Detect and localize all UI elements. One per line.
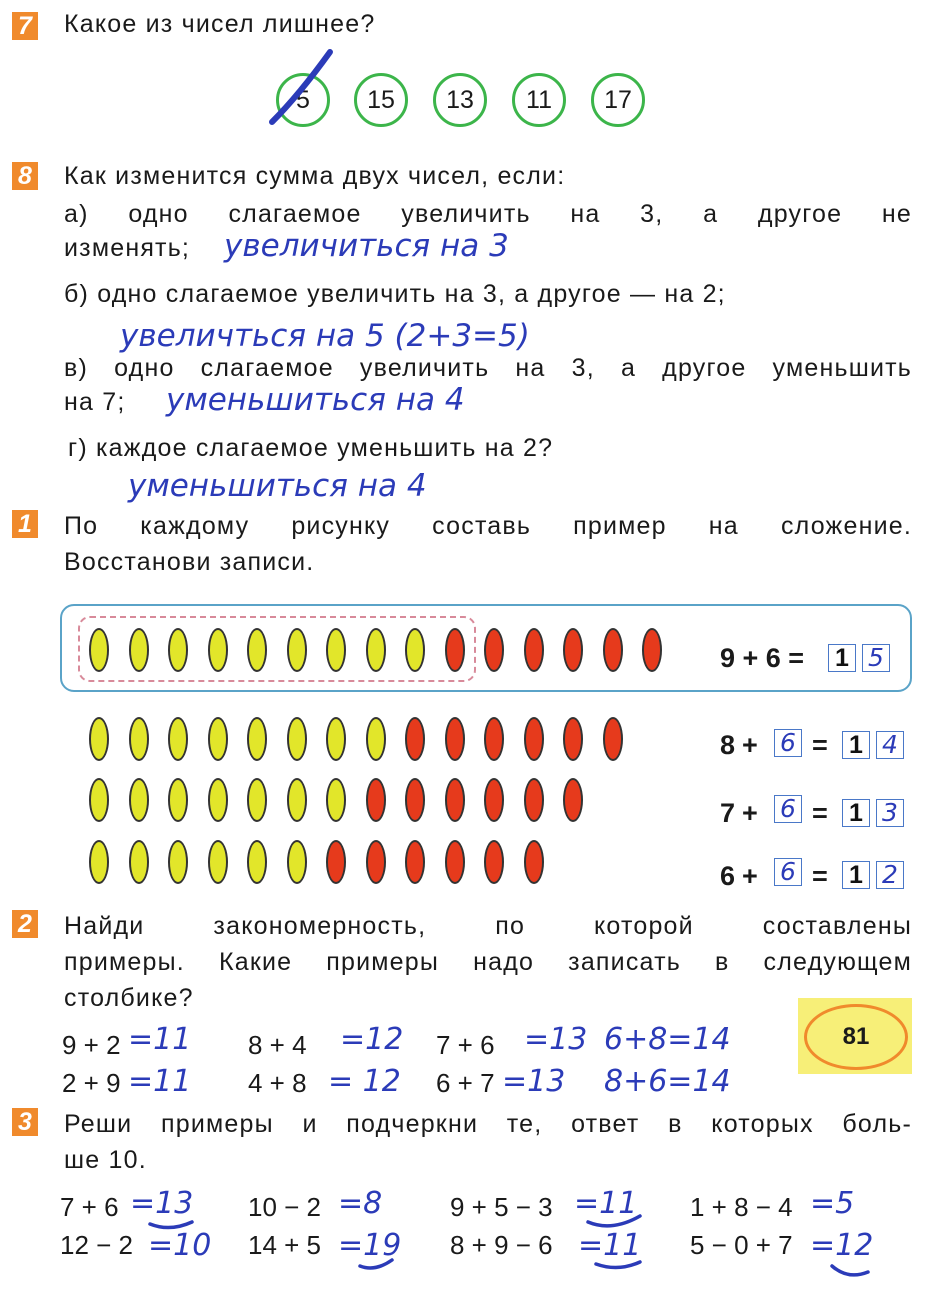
red-oval [445,628,465,672]
yellow-oval [287,778,307,822]
task-8-b-line: б) одно слагаемое увеличить на 3, а другое — на 2; [64,280,726,308]
ex-3-6-expr: 14 + 5 [248,1230,322,1260]
yellow-oval [129,778,149,822]
yellow-oval [129,717,149,761]
equation-2-equals: = [812,730,828,760]
yellow-oval [89,778,109,822]
yellow-oval [247,840,267,884]
task-8-g-line: г) каждое слагаемое уменьшить на 2? [68,434,554,462]
equation-2-a: 8 [720,730,736,760]
red-oval [445,717,465,761]
equation-2-b: 6 [774,729,802,757]
task-7-badge: 7 [12,12,38,40]
ex-2-4-expr: 4 + 8 [248,1068,307,1098]
red-oval [603,628,623,672]
ex-2-3-answer: =12 [340,1022,404,1057]
red-oval [603,717,623,761]
red-oval [524,778,544,822]
yellow-oval [247,778,267,822]
task-8-badge: 8 [12,162,38,190]
yellow-oval [366,717,386,761]
yellow-oval [89,840,109,884]
number-circle: 17 [591,73,645,127]
equation-3-equals: = [812,798,828,828]
task-1-line2: Восстанови записи. [64,548,315,576]
ex-2-7-answer: 6+8=14 [604,1022,731,1057]
red-oval [524,840,544,884]
red-oval [484,778,504,822]
equation-2-plus: + [742,730,758,760]
yellow-oval [287,628,307,672]
ex-2-2-answer: =11 [128,1064,192,1099]
equation-4-equals: = [812,861,828,891]
equation-3-tens: 1 [842,799,870,827]
red-oval [524,628,544,672]
ex-3-1-expr: 7 + 6 [60,1192,119,1222]
yellow-oval [208,778,228,822]
ex-3-8-answer: =12 [810,1228,874,1263]
yellow-oval [208,628,228,672]
equation-4-plus: + [742,861,758,891]
red-oval [366,778,386,822]
number-circle: 11 [512,73,566,127]
yellow-oval [287,840,307,884]
task-8-a-line2: изменять; [64,234,191,262]
ex-3-7-expr: 8 + 9 − 6 [450,1230,553,1260]
task-1-line1: По каждому рисунку составь пример на сложение. [64,512,912,540]
number-circle: 15 [354,73,408,127]
equation-2-tens: 1 [842,731,870,759]
task-8-v-line2: на 7; [64,388,126,416]
equation-4-a: 6 [720,861,736,891]
red-oval [642,628,662,672]
red-oval [405,840,425,884]
yellow-oval [168,717,188,761]
ex-3-3-answer: =11 [574,1186,638,1221]
task-2-line3: столбике? [64,984,194,1012]
task-8-v-line1: в) одно слагаемое увеличить на 3, а другое уменьшить [64,354,912,382]
equation-4-tens: 1 [842,861,870,889]
ex-3-8-expr: 5 − 0 + 7 [690,1230,793,1260]
ex-2-1-answer: =11 [128,1022,192,1057]
red-oval [405,717,425,761]
strike-mark [262,42,342,132]
task-3-line1: Реши примеры и подчеркни те, ответ в которых боль- [64,1110,912,1138]
yellow-oval [168,778,188,822]
task-7-question: Какое из чисел лишнее? [64,10,376,38]
ex-2-8-answer: 8+6=14 [604,1064,731,1099]
yellow-oval [247,628,267,672]
number-circle: 13 [433,73,487,127]
ex-3-1-answer: =13 [130,1186,194,1221]
red-oval [484,628,504,672]
equation-1-units: 5 [862,644,890,672]
yellow-oval [89,628,109,672]
yellow-oval [129,628,149,672]
page-number: 81 [804,1004,908,1070]
answer-b: увеличться на 5 (2+3=5) [120,318,530,354]
ex-3-4-expr: 1 + 8 − 4 [690,1192,793,1222]
equation-3-b: 6 [774,795,802,823]
yellow-oval [326,628,346,672]
yellow-oval [287,717,307,761]
ex-2-5-expr: 7 + 6 [436,1030,495,1060]
task-3-line2: ше 10. [64,1146,147,1174]
ex-2-6-answer: =13 [502,1064,566,1099]
yellow-oval [129,840,149,884]
red-oval [366,840,386,884]
red-oval [563,628,583,672]
ex-3-6-answer: =19 [338,1228,402,1263]
ex-2-6-expr: 6 + 7 [436,1068,495,1098]
yellow-oval [326,717,346,761]
number-circle: 5 [276,73,330,127]
red-oval [563,717,583,761]
red-oval [563,778,583,822]
task-8-a-line1: а) одно слагаемое увеличить на 3, а другое не [64,200,912,228]
equation-3-units: 3 [876,799,904,827]
ex-3-7-answer: =11 [578,1228,642,1263]
yellow-oval [405,628,425,672]
red-oval [445,778,465,822]
yellow-oval [168,840,188,884]
yellow-oval [208,717,228,761]
ex-3-4-answer: =5 [810,1186,855,1221]
ex-3-2-expr: 10 − 2 [248,1192,322,1222]
task-3-badge: 3 [12,1108,38,1136]
task-1-badge: 1 [12,510,38,538]
ex-2-3-expr: 8 + 4 [248,1030,307,1060]
task-2-badge: 2 [12,910,38,938]
equation-1-expr: 9 + 6 = [720,643,805,673]
answer-v: уменьшиться на 4 [166,382,465,418]
yellow-oval [89,717,109,761]
task-2-line1: Найди закономерность, по которой составлены [64,912,912,940]
red-oval [484,717,504,761]
equation-4-units: 2 [876,861,904,889]
yellow-oval [247,717,267,761]
equation-1-tens: 1 [828,644,856,672]
yellow-oval [326,778,346,822]
ex-3-5-expr: 12 − 2 [60,1230,134,1260]
ex-2-2-expr: 2 + 9 [62,1068,121,1098]
ex-3-5-answer: =10 [148,1228,212,1263]
answer-a: увеличиться на 3 [224,228,509,264]
ex-3-2-answer: =8 [338,1186,383,1221]
ex-2-4-answer: = 12 [328,1064,401,1099]
yellow-oval [366,628,386,672]
ex-2-5-answer: =13 [524,1022,588,1057]
task-8-question: Как изменится сумма двух чисел, если: [64,162,566,190]
red-oval [445,840,465,884]
answer-g: уменьшиться на 4 [128,468,427,504]
equation-3-a: 7 [720,798,736,828]
yellow-oval [208,840,228,884]
equation-3-plus: + [742,798,758,828]
equation-4-b: 6 [774,858,802,886]
red-oval [484,840,504,884]
red-oval [405,778,425,822]
red-oval [326,840,346,884]
task-2-line2: примеры. Какие примеры надо записать в следующем [64,948,912,976]
yellow-oval [168,628,188,672]
red-oval [524,717,544,761]
ex-3-3-expr: 9 + 5 − 3 [450,1192,553,1222]
equation-2-units: 4 [876,731,904,759]
ex-2-1-expr: 9 + 2 [62,1030,121,1060]
